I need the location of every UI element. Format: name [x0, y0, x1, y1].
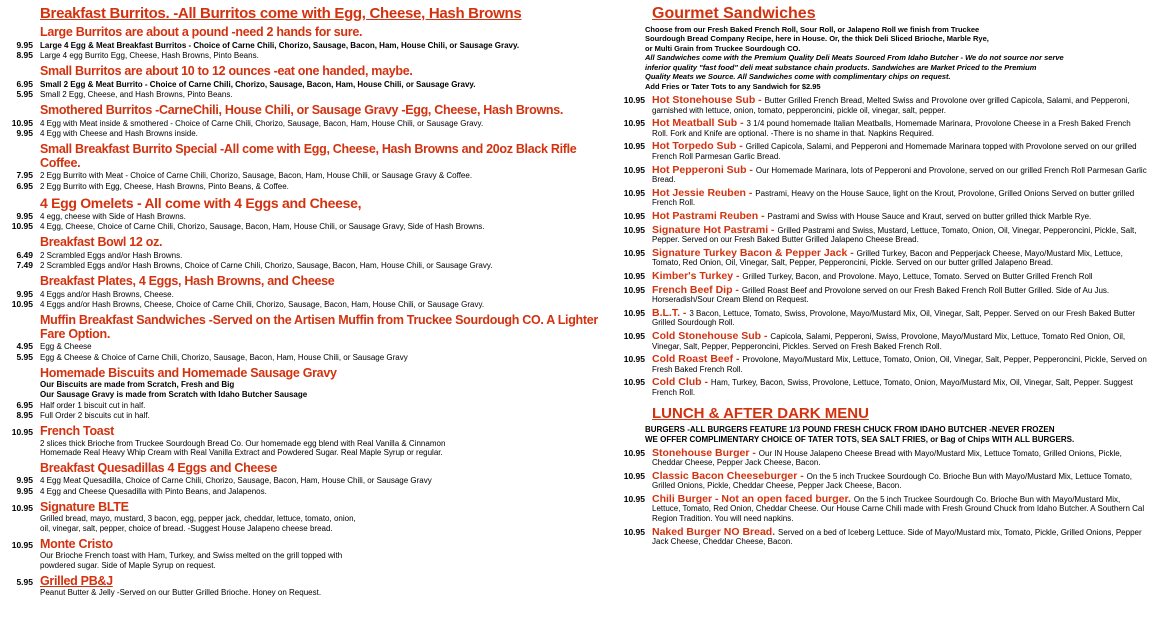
section-note-row	[3, 380, 615, 390]
intro-line: Sourdough Bread Company Recipe, here in House. Or, the thick Deli Sliced Brioche, Marble Rye,	[645, 34, 989, 44]
sandwich-list	[615, 95, 1148, 397]
section-heading-row	[3, 275, 615, 289]
menu-section	[3, 501, 615, 534]
item-price: 10.95	[11, 221, 33, 232]
section-body-text: Homemade Real Heavy Whip Cream with Real Vanilla Extract and Powdered Sugar. Real Maple Syrup or regular.	[40, 448, 443, 458]
item-price: 10.95	[623, 164, 645, 175]
menu-item-row	[3, 486, 615, 497]
item-text: 4 Egg, Cheese, Choice of Carne Chili, Chorizo, Sausage, Bacon, Ham, House Chili, or Sausage Gravy, Side of Hash Browns.	[40, 222, 485, 232]
item-price: 10.95	[623, 187, 645, 198]
intro-line: All Sandwiches come with the Premium Quality Deli Meats Sourced From Idaho Butcher - We do not source nor serve	[645, 53, 1064, 63]
item-price: 10.95	[623, 270, 645, 281]
menu-item-row	[615, 95, 1148, 115]
item-price: 10.95	[11, 426, 33, 437]
item-text: 4 Egg with Cheese and Hash Browns inside.	[40, 129, 198, 139]
intro-line: Add Fries or Tater Tots to any Sandwich for $2.95	[645, 81, 821, 91]
item-price: 10.95	[623, 224, 645, 235]
item-text	[652, 377, 1148, 397]
section-heading-row	[3, 65, 615, 79]
section-heading-row	[3, 143, 615, 171]
menu-item-row	[3, 170, 615, 181]
item-text: Egg & Cheese & Choice of Carne Chili, Chorizo, Sausage, Bacon, Ham, House Chili, or Sausage Gravy	[40, 353, 408, 363]
gourmet-sandwiches-title: Gourmet Sandwiches	[652, 5, 816, 22]
item-text: 2 Egg Burrito with Egg, Cheese, Hash Browns, Pinto Beans, & Coffee.	[40, 181, 289, 191]
item-name: Stonehouse Burger -	[652, 446, 759, 459]
item-text: Half order 1 biscuit cut in half.	[40, 400, 146, 410]
section-body-row	[3, 448, 615, 458]
section-heading-row	[3, 236, 615, 250]
menu-section	[3, 314, 615, 363]
menu-item-row	[3, 341, 615, 352]
item-price: 10.95	[623, 447, 645, 458]
section-heading: Breakfast Plates, 4 Eggs, Hash Browns, and Cheese	[40, 274, 335, 289]
section-note: Our Biscuits are made from Scratch, Fresh and Big	[40, 380, 235, 390]
menu-item-row	[615, 331, 1148, 351]
item-desc: Our IN House Jalapeno Cheese Bread with Mayo/Mustard Mix, Lettuce Tomato, Grilled Onions, Pickle, Cheddar Cheese, Pepper Jack Cheese, Bacon.	[652, 448, 1122, 468]
item-name: Naked Burger NO Bread.	[652, 525, 779, 538]
item-text	[652, 211, 1148, 222]
item-text: Small 2 Egg & Meat Burrito - Choice of Carne Chili, Chorizo, Sausage, Bacon, Ham, House Chili, or Sausage Gravy.	[40, 79, 476, 89]
item-name: Signature Turkey Bacon & Pepper Jack -	[652, 246, 857, 259]
menu-item-row	[615, 211, 1148, 222]
section-heading-row	[3, 425, 615, 439]
section-heading: Monte Cristo	[40, 536, 113, 551]
item-name: Hot Jessie Reuben -	[652, 186, 756, 199]
item-price: 9.95	[16, 288, 33, 299]
item-price: 10.95	[623, 141, 645, 152]
item-name: Kimber's Turkey -	[652, 269, 743, 282]
menu-item-row	[615, 527, 1148, 547]
menu-item-row	[615, 248, 1148, 268]
item-price: 10.95	[623, 354, 645, 365]
item-desc: Grilled Pastrami and Swiss, Mustard, Lettuce, Tomato, Onion, Oil, Vinegar, Pepperoncini, Pickle, Salt, Pepper. Served on our Fresh Baked Butter Grilled Jalapeno Cheese Bread.	[652, 225, 1137, 245]
burger-notes	[645, 425, 1148, 445]
item-price: 10.95	[623, 211, 645, 221]
item-price: 7.49	[16, 260, 33, 271]
sandwich-column	[615, 5, 1152, 640]
item-text: 2 Scrambled Eggs and/or Hash Browns.	[40, 250, 183, 260]
item-name: French Beef Dip -	[652, 283, 742, 296]
item-text: 4 Egg and Cheese Quesadilla with Pinto Beans, and Jalapenos.	[40, 487, 267, 497]
section-heading: Smothered Burritos -CarneChili, House Chili, or Sausage Gravy -Egg, Cheese, Hash Browns.	[40, 102, 564, 117]
section-heading-row	[3, 26, 615, 40]
item-text	[652, 225, 1148, 245]
item-desc: Ham, Turkey, Bacon, Swiss, Provolone, Lettuce, Tomato, Onion, Mayo/Mustard Mix, Oil, Vinegar, Salt, Pepper. Suggest French Roll.	[652, 378, 1133, 397]
item-price: 6.49	[16, 249, 33, 260]
item-price: 7.95	[16, 170, 33, 181]
item-price: 9.95	[16, 210, 33, 221]
menu-item-row	[3, 40, 615, 51]
menu-item-row	[3, 289, 615, 300]
item-price: 10.95	[623, 118, 645, 129]
item-name: B.L.T. -	[652, 306, 690, 319]
item-price: 10.95	[623, 330, 645, 341]
breakfast-column	[0, 5, 615, 640]
item-price: 6.95	[16, 78, 33, 89]
item-text: Large 4 Egg & Meat Breakfast Burritos - Choice of Carne Chili, Chorizo, Sausage, Bacon, Ham, House Chili, or Sausage Gravy.	[40, 40, 520, 50]
section-body-row	[3, 551, 615, 561]
section-body-text: Our Brioche French toast with Ham, Turkey, and Swiss melted on the grill topped with	[40, 551, 343, 561]
item-name: Hot Pepperoni Sub -	[652, 163, 756, 176]
item-desc: Pastrami, Heavy on the House Sauce, light on the Krout, Provolone, Grilled Onions Served on butter grilled French Roll.	[652, 188, 1135, 208]
item-text: 2 Egg Burrito with Meat - Choice of Carne Chili, Chorizo, Sausage, Bacon, Ham, House Chili, or Sausage Gravy & Coffee.	[40, 171, 473, 181]
menu-item-row	[615, 354, 1148, 374]
item-text	[652, 95, 1148, 115]
menu-item-row	[615, 225, 1148, 245]
item-name: Classic Bacon Cheeseburger -	[652, 469, 807, 482]
menu-section	[3, 425, 615, 458]
item-price: 10.95	[623, 377, 645, 388]
menu-section	[3, 104, 615, 139]
item-desc: On the 5 inch Truckee Sourdough Co. Brioche Bun with Mayo/Mustard Mix, Lettuce, Tomato, Red Onion, Cheddar Cheese. Our House Carne Chili made with Fresh Ground Chuck from Idaho Butcher. A Southern Cal Region Tradition. You will need napkins.	[652, 494, 1145, 524]
item-name: Cold Stonehouse Sub -	[652, 329, 771, 342]
item-price: 10.95	[623, 526, 645, 537]
item-price: 10.95	[623, 95, 645, 106]
item-price: 8.95	[16, 410, 33, 421]
item-price: 5.95	[16, 352, 33, 363]
item-name: Hot Pastrami Reuben -	[652, 210, 768, 222]
item-name: Cold Club -	[652, 376, 711, 389]
section-heading-row	[3, 367, 615, 381]
item-desc: Provolone, Mayo/Mustard Mix, Lettuce, Tomato, Onion, Oil, Vinegar, Salt, Pepper, Pepperoncini, Pickle, Served on Fresh Baked French Roll.	[652, 355, 1147, 374]
item-text	[652, 527, 1148, 547]
menu-item-row	[3, 221, 615, 232]
menu-item-row	[615, 165, 1148, 185]
item-name: Hot Meatball Sub -	[652, 117, 747, 130]
item-text	[652, 448, 1148, 468]
menu-item-row	[3, 50, 615, 61]
item-text	[652, 165, 1148, 185]
item-price: 10.95	[623, 307, 645, 318]
menu-item-row	[3, 299, 615, 310]
item-desc: 3 1/4 pound homemade Italian Meatballs, Homemade Marinara, Provolone Cheese in a Fresh Baked French Roll. Fork and Knife are optional. -There is no shame in that. Napkins Required.	[652, 119, 1131, 138]
section-heading: Grilled PB&J	[40, 573, 113, 588]
item-price: 10.95	[11, 299, 33, 310]
menu-item-row	[3, 181, 615, 192]
menu-section	[3, 367, 615, 421]
item-desc: On the 5 inch Truckee Sourdough Co. Brioche Bun with Mayo/Mustard Mix, Lettuce Tomato, Grilled Onions, Pickle, Cheddar Cheese, Pepper Jack Cheese, Bacon.	[652, 471, 1132, 491]
item-price: 6.95	[16, 399, 33, 410]
burger-note: BURGERS -ALL BURGERS FEATURE 1/3 POUND FRESH CHUCK FROM IDAHO BUTCHER -NEVER FROZEN	[645, 424, 1055, 434]
item-price: 10.95	[11, 539, 33, 550]
item-desc: Grilled Turkey, Bacon and Pepperjack Cheese, Mayo/Mustard Mix, Lettuce, Tomato, Red Onion, Oil, Vinegar, Salt, Pepper, Pepperoncini, Pickle. Served on our butter grilled Jalapeno Bread.	[652, 248, 1123, 268]
section-heading: Breakfast Bowl 12 oz.	[40, 235, 163, 250]
item-price: 5.95	[16, 89, 33, 100]
menu-section	[3, 275, 615, 310]
menu-item-row	[615, 285, 1148, 305]
section-note: Our Sausage Gravy is made from Scratch with Idaho Butcher Sausage	[40, 389, 308, 399]
intro-line: Quality Meats we Source. All Sandwiches come with complimentary chips on request.	[645, 72, 951, 82]
item-text	[652, 494, 1148, 524]
menu-item-row	[3, 79, 615, 90]
item-text: Full Order 2 biscuits cut in half.	[40, 411, 150, 421]
menu-section	[3, 236, 615, 271]
menu-item-row	[615, 188, 1148, 208]
section-body-row	[3, 439, 615, 449]
item-price: 9.95	[16, 475, 33, 486]
section-heading-row	[3, 575, 615, 589]
menu-item-row	[3, 260, 615, 271]
item-text: Small 2 Egg, Cheese, and Hash Browns, Pinto Beans.	[40, 90, 233, 100]
menu-item-row	[615, 377, 1148, 397]
section-body-text: oil, vinegar, salt, pepper, choice of bread. -Suggest House Jalapeno cheese bread.	[40, 523, 333, 533]
item-price: 4.95	[16, 341, 33, 352]
item-text: 2 Scrambled Eggs and/or Hash Browns, Choice of Carne Chili, Chorizo, Sausage, Bacon, Ham, House Chili, or Sausage Gravy.	[40, 261, 493, 271]
section-heading: 4 Egg Omelets - All come with 4 Eggs and Cheese,	[40, 194, 362, 211]
item-text	[652, 118, 1148, 138]
menu-section	[3, 538, 615, 571]
section-body-text: Peanut Butter & Jelly -Served on our Butter Grilled Brioche. Honey on Request.	[40, 588, 322, 598]
item-name: Hot Torpedo Sub -	[652, 140, 746, 153]
section-heading-row	[3, 104, 615, 118]
item-price: 10.95	[11, 117, 33, 128]
item-price: 9.95	[16, 486, 33, 497]
menu-item-row	[3, 250, 615, 261]
item-price: 9.95	[16, 128, 33, 139]
item-price: 5.95	[16, 576, 33, 587]
item-text: Egg & Cheese	[40, 342, 92, 352]
lunch-after-dark-title: LUNCH & AFTER DARK MENU	[652, 404, 869, 422]
item-desc: Grilled Turkey, Bacon, and Provolone. Mayo, Lettuce, Tomato. Served on Butter Grilled French Roll	[742, 271, 1093, 281]
item-text: 4 Egg with Meat inside & smothered - Choice of Carne Chili, Chorizo, Sausage, Bacon, Ham, House Chili, or Sausage Gravy.	[40, 118, 484, 128]
item-desc: Grilled Roast Beef and Provolone served on our Fresh Baked French Roll Butter Grilled. Side of Au Jus. Horseradish/Sour Cream Blend on Request.	[652, 285, 1110, 305]
menu-item-row	[3, 410, 615, 421]
section-heading: Homemade Biscuits and Homemade Sausage Gravy	[40, 365, 337, 380]
section-body-text: powdered sugar. Side of Maple Syrup on request.	[40, 560, 216, 570]
item-text: Large 4 egg Burrito Egg, Cheese, Hash Browns, Pinto Beans.	[40, 51, 259, 61]
section-body-row	[3, 514, 615, 524]
item-text	[652, 308, 1148, 328]
intro-line: Choose from our Fresh Baked French Roll, Sour Roll, or Jalapeno Roll we finish from Truckee	[645, 25, 980, 34]
section-heading: French Toast	[40, 423, 114, 438]
menu-item-row	[615, 118, 1148, 138]
item-price: 8.95	[16, 50, 33, 61]
section-heading: Small Breakfast Burrito Special -All come with Egg, Cheese, Hash Browns and 20oz Black Rifle Coffee.	[40, 141, 577, 170]
menu-section	[3, 143, 615, 192]
menu-item-row	[615, 308, 1148, 328]
item-text	[652, 188, 1148, 208]
item-text: 4 Eggs and/or Hash Browns, Cheese, Choice of Carne Chili, Chorizo, Sausage, Bacon, Ham, House Chili, or Sausage Gravy.	[40, 300, 485, 310]
gourmet-intro	[645, 25, 1148, 91]
item-price: 10.95	[623, 493, 645, 504]
burger-list	[615, 448, 1148, 547]
menu-item-row	[615, 471, 1148, 491]
section-note-row	[3, 390, 615, 400]
item-text	[652, 248, 1148, 268]
section-heading: Signature BLTE	[40, 499, 129, 514]
item-text: 4 Eggs and/or Hash Browns, Cheese.	[40, 289, 174, 299]
item-price: 9.95	[16, 39, 33, 50]
item-text	[652, 141, 1148, 161]
section-heading: Muffin Breakfast Sandwiches -Served on the Artisen Muffin from Truckee Sourdough CO. A Lighter Fare Option.	[40, 312, 598, 341]
menu-section	[3, 575, 615, 598]
section-heading-row	[3, 196, 615, 211]
item-text	[652, 354, 1148, 374]
section-body-row	[3, 524, 615, 534]
menu-item-row	[3, 89, 615, 100]
item-name: Signature Hot Pastrami -	[652, 223, 778, 236]
menu-section	[3, 196, 615, 233]
item-text	[652, 471, 1148, 491]
section-heading: Breakfast Quesadillas 4 Eggs and Cheese	[40, 460, 278, 475]
burger-note: WE OFFER COMPLIMENTARY CHOICE OF TATER TOTS, SEA SALT FRIES, or Bag of Chips WITH ALL BURGERS.	[645, 434, 1075, 444]
item-price: 10.95	[623, 470, 645, 481]
menu-item-row	[615, 494, 1148, 524]
item-name: Hot Stonehouse Sub -	[652, 94, 765, 107]
menu-item-row	[3, 352, 615, 363]
section-heading-row	[3, 501, 615, 515]
section-heading: Small Burritos are about 10 to 12 ounces -eat one handed, maybe.	[40, 63, 413, 78]
item-desc: Served on a bed of Iceberg Lettuce. Side of Mayo/Mustard mix, Tomato, Pickle, Grilled Onions, Pepper Jack Cheese, Cheddar Cheese, Bacon.	[652, 527, 1142, 547]
menu-item-row	[3, 475, 615, 486]
menu-section	[3, 65, 615, 100]
item-text	[652, 331, 1148, 351]
menu-item-row	[615, 448, 1148, 468]
menu-item-row	[3, 400, 615, 411]
item-price: 10.95	[11, 502, 33, 513]
menu-item-row	[615, 141, 1148, 161]
section-heading-row	[3, 462, 615, 476]
section-body-text: 2 slices thick Brioche from Truckee Sourdough Bread Co. Our homemade egg blend with Real Vanilla & Cinnamon	[40, 438, 446, 448]
menu-section	[3, 462, 615, 497]
item-desc: Our Homemade Marinara, lots of Pepperoni and Provolone, served on our grilled French Roll Parmesan Garlic Bread.	[652, 165, 1147, 185]
item-desc: Butter Grilled French Bread, Melted Swiss and Provolone over grilled Capicola, Salami, and Pepperoni, garnished with lettuce, onion, tomato, pepperoncini, pickle oil, vinegar, salt, pepper.	[652, 96, 1130, 115]
menu-item-row	[3, 118, 615, 129]
intro-line: or Multi Grain from Truckee Sourdough CO.	[645, 43, 801, 53]
item-desc: Capicola, Salami, Pepperoni, Swiss, Provolone, Mayo/Mustard Mix, Lettuce, Tomato Red Onion, Oil, Vinegar, Salt, Pepper, Pepperoncini, Pickles. Served on Fresh Baked French Roll.	[652, 331, 1126, 351]
item-desc: Grilled Capicola, Salami, and Pepperoni and Homemade Marinara topped with Provolone served on our grilled French Roll Parmesan Garlic Bread.	[652, 142, 1137, 162]
section-heading-row	[3, 314, 615, 342]
item-text: 4 egg, cheese with Side of Hash Browns.	[40, 211, 186, 221]
section-heading: Large Burritos are about a pound -need 2 hands for sure.	[40, 25, 363, 39]
breakfast-sections	[3, 26, 615, 598]
menu-section	[3, 26, 615, 61]
section-body-row	[3, 588, 615, 598]
item-desc: 3 Bacon, Lettuce, Tomato, Swiss, Provolone, Mayo/Mustard Mix, Oil, Vinegar, Salt, Pepper. Served on our Fresh Baked Butter Grilled Sourdough Roll.	[652, 308, 1136, 328]
item-price: 10.95	[623, 247, 645, 258]
section-body-row	[3, 561, 615, 571]
item-name: Cold Roast Beef -	[652, 353, 743, 366]
item-desc: Pastrami and Swiss with House Sauce and Kraut, served on butter grilled thick Marble Rye.	[767, 212, 1092, 221]
item-text: 4 Egg Meat Quesadilla, Choice of Carne Chili, Chorizo, Sausage, Bacon, Ham, House Chili, or Sausage Gravy	[40, 476, 432, 486]
section-heading-row	[3, 538, 615, 552]
section-body-text: Grilled bread, mayo, mustard, 3 bacon, egg, pepper jack, cheddar, lettuce, tomato, onion,	[40, 514, 356, 524]
item-price: 6.95	[16, 180, 33, 191]
item-text	[652, 271, 1148, 282]
menu-item-row	[3, 211, 615, 222]
item-text	[652, 285, 1148, 305]
menu-item-row	[3, 128, 615, 139]
intro-line: inferior quality "fast food" deli meat substance chain products. Sandwiches are Market Priced to the Premium	[645, 62, 1037, 72]
menu-item-row	[615, 271, 1148, 282]
breakfast-title: Breakfast Burritos. -All Burritos come with Egg, Cheese, Hash Browns	[40, 5, 522, 22]
item-price: 10.95	[623, 284, 645, 295]
item-name: Chili Burger - Not an open faced burger.	[652, 492, 854, 505]
